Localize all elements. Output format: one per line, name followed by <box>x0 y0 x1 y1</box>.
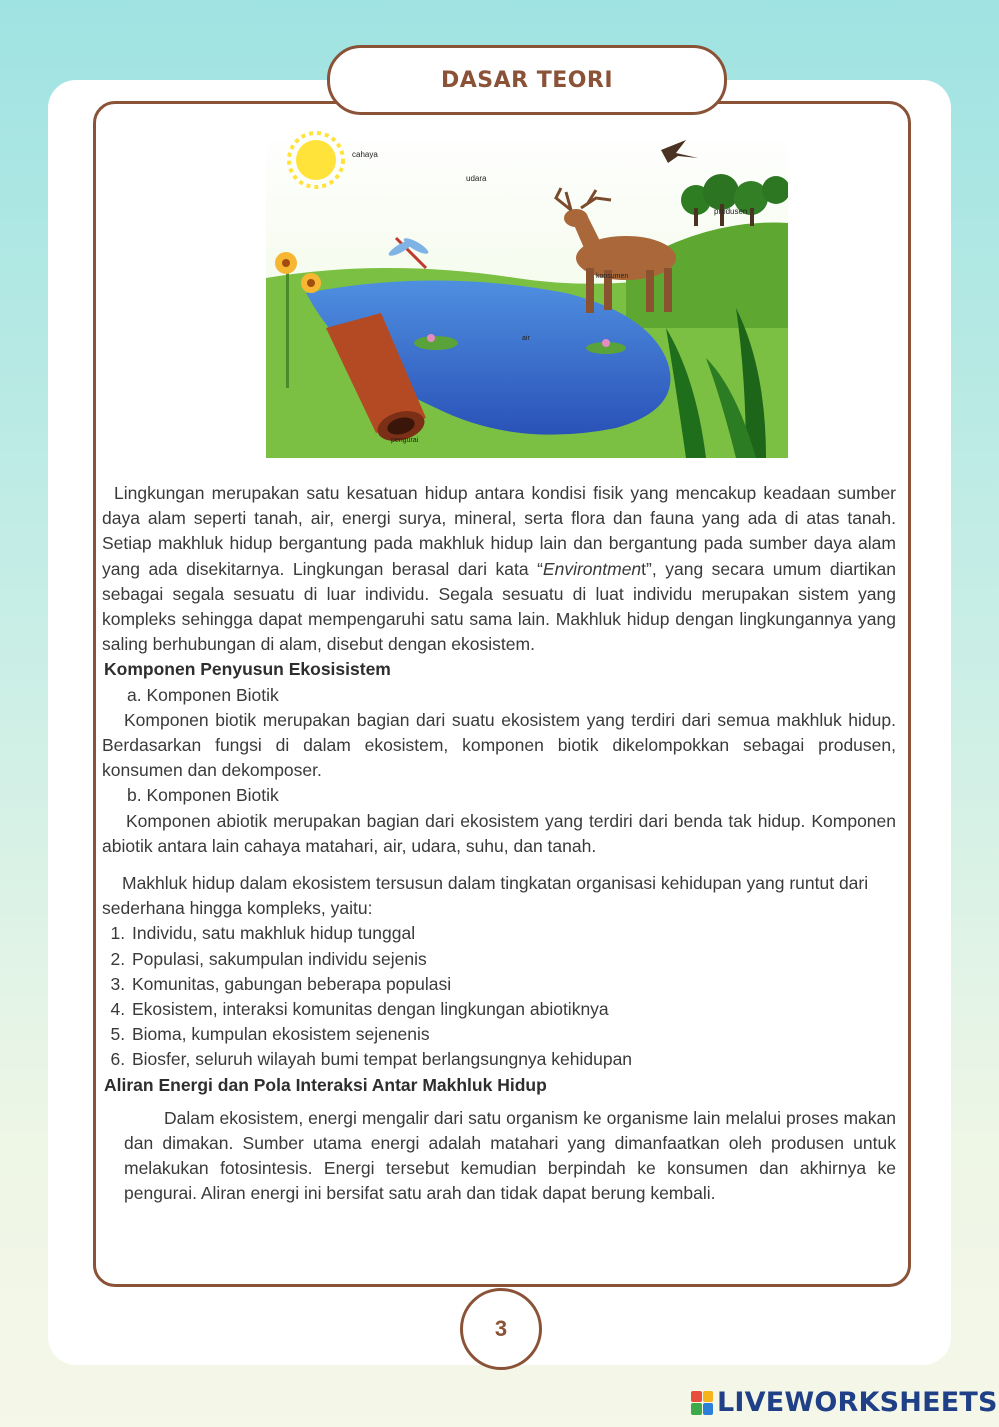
list-item: 6. Biosfer, seluruh wilayah bumi tempat berlangsungnya kehidupan <box>130 1047 896 1072</box>
page-number: 3 <box>460 1288 542 1370</box>
intro-text-a: Lingkungan merupakan satu kesatuan hidup antara kondisi fisik yang mencakup keadaan sumber daya alam seperti tanah, air, energi surya, mineral, serta flora dan fauna yang ada di atas tanah. Setiap makhluk hidup bergantung pada makhluk hidup lain dan bergantung pada sumber daya alam yang ada disekitarnya. Lingkungan berasal dari kata “ <box>102 483 896 579</box>
intro-text-b: t”, yang secara umum diartikan sebagai segala sesuatu di luar individu. Segala sesuatu di luat individu merupakan sistem yang kompleks sehingga dapat mempengaruhi satu sama lain. Makhluk hidup dengan lingkungannya yang saling berhubungan di alam, disebut dengan ekosistem. <box>102 558 896 655</box>
decomposer-label: pengurai <box>391 437 419 444</box>
brand-watermark <box>691 1387 998 1418</box>
list-item: 4. Ekosistem, interaksi komunitas dengan lingkungan abiotiknya <box>130 997 896 1022</box>
sun-label: cahaya <box>352 150 378 159</box>
liveworksheets-logo-icon <box>691 1391 713 1415</box>
list-item: 1. Individu, satu makhluk hidup tunggal <box>130 921 896 946</box>
brand-name: LIVEWORKSHEETS <box>717 1387 998 1418</box>
producer-label: produsen <box>714 207 748 216</box>
item-b-text: Komponen abiotik merupakan bagian dari ekosistem yang terdiri dari benda tak hidup. Komponen abiotik antara lain cahaya matahari, air, udara, suhu, dan tanah. <box>102 810 896 856</box>
main-content <box>102 481 896 1207</box>
intro-text-italic: Environtmen <box>542 558 642 579</box>
section2-heading: Aliran Energi dan Pola Interaksi Antar Makhluk Hidup <box>104 1074 547 1095</box>
intro-paragraph <box>102 481 896 657</box>
consumer-label: konsumen <box>596 273 629 280</box>
water-label: air <box>522 335 530 342</box>
item-b-label: b. Komponen Biotik <box>127 785 279 806</box>
list-item: 3. Komunitas, gabungan beberapa populasi <box>130 972 896 997</box>
list-item: 5. Bioma, kumpulan ekosistem sejenenis <box>130 1022 896 1047</box>
section2-text: Dalam ekosistem, energi mengalir dari satu organism ke organisme lain melalui proses makan dan dimakan. Sumber utama energi adalah matahari yang dimanfaatkan oleh produsen untuk melakukan fotosintesis. Energi tersebut kemudian berpindah ke konsumen dan akhirnya ke pengurai. Aliran energi ini bersifat satu arah dan tidak dapat berung kembali. <box>124 1107 896 1204</box>
levels-intro: Makhluk hidup dalam ekosistem tersusun dalam tingkatan organisasi kehidupan yang runtut dari sederhana hingga kompleks, yaitu: <box>102 873 869 919</box>
levels-list <box>102 921 896 1072</box>
section1-heading: Komponen Penyusun Ekosisistem <box>104 659 391 680</box>
list-item: 2. Populasi, sakumpulan individu sejenis <box>130 947 896 972</box>
ecosystem-illustration <box>266 128 788 458</box>
item-a-label: a. Komponen Biotik <box>127 684 279 705</box>
air-label: udara <box>466 174 487 183</box>
page-title: DASAR TEORI <box>327 45 727 115</box>
item-a-text: Komponen biotik merupakan bagian dari suatu ekosistem yang terdiri dari semua makhluk hidup. Berdasarkan fungsi di dalam ekosistem, komponen biotik dikelompokkan sebagai produsen, konsumen dan dekomposer. <box>102 709 896 781</box>
